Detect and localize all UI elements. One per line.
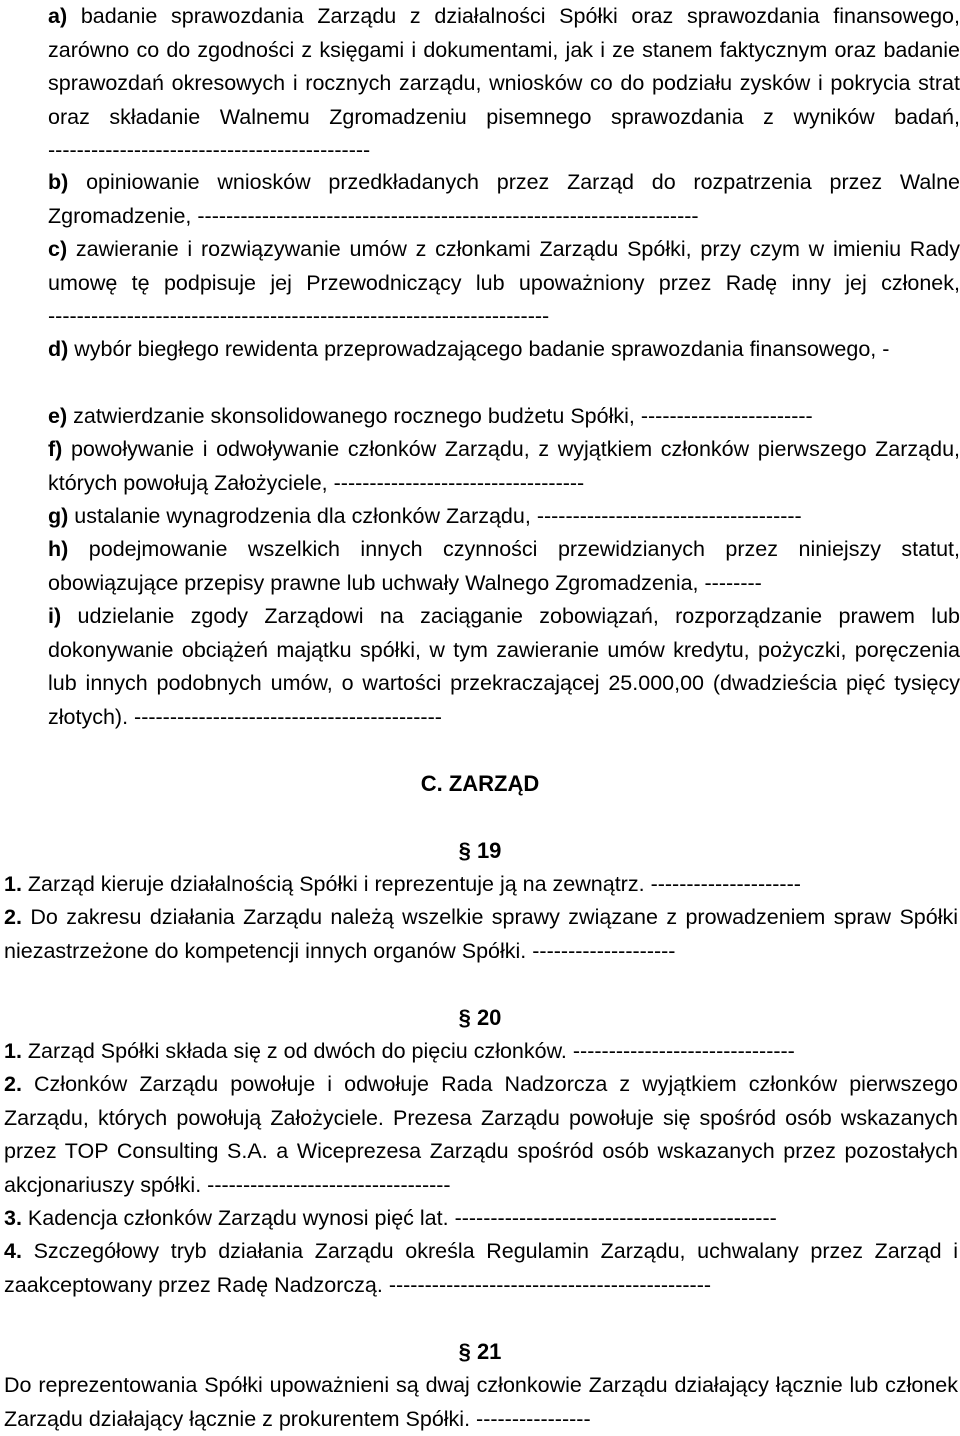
point-label: 2. bbox=[4, 1072, 22, 1096]
list-item-i bbox=[48, 600, 960, 734]
point-text: Do zakresu działania Zarządu należą wszelkie sprawy związane z prowadzeniem spraw Spółki niezastrzeżone do kompetencji innych organów Spółki. bbox=[4, 905, 958, 963]
item-text: powoływanie i odwoływanie członków Zarządu, z wyjątkiem członków pierwszego Zarządu, których powołują Założyciele, bbox=[48, 437, 960, 495]
item-dashes: ---------------------------------------------------------------------- bbox=[48, 304, 550, 328]
item-label: i) bbox=[48, 604, 62, 628]
point-text: Kadencja członków Zarządu wynosi pięć lat. bbox=[27, 1206, 449, 1230]
paragraph-point bbox=[4, 868, 958, 902]
item-dashes: -------- bbox=[704, 570, 762, 595]
paragraph-point bbox=[4, 1068, 958, 1202]
paragraph-heading-20 bbox=[0, 1001, 960, 1035]
item-dashes: ------------------------------------------- bbox=[134, 704, 442, 729]
point-dashes: ------------------------------- bbox=[572, 1039, 795, 1063]
item-label: h) bbox=[48, 537, 69, 561]
item-label: c) bbox=[48, 237, 68, 261]
paragraph-text bbox=[4, 1369, 958, 1436]
section-symbol: § bbox=[458, 1005, 471, 1030]
list-item-f bbox=[48, 433, 960, 500]
item-label: g) bbox=[48, 504, 69, 528]
list-item-c bbox=[48, 233, 960, 334]
paragraph-number: 20 bbox=[476, 1005, 502, 1030]
item-label: e) bbox=[48, 404, 68, 428]
point-dashes: --------------------------------------------- bbox=[388, 1272, 712, 1297]
section-symbol: § bbox=[458, 838, 471, 863]
point-text: Szczegółowy tryb działania Zarządu określa Regulamin Zarządu, uchwalany przez Zarząd i zaakceptowany przez Radę Nadzorczą. bbox=[4, 1239, 958, 1297]
item-dashes: ---------------------------------------------------------------------- bbox=[197, 203, 699, 228]
item-dashes: ------------------------ bbox=[640, 404, 813, 428]
item-label: d) bbox=[48, 337, 69, 361]
point-label: 3. bbox=[4, 1206, 22, 1230]
item-text: zawieranie i rozwiązywanie umów z członkami Zarządu Spółki, przy czym w imieniu Rady umowę tę podpisuje jej Przewodniczący lub upoważniony przez Radę inny jej członek, bbox=[48, 237, 960, 295]
list-item-g bbox=[48, 500, 960, 534]
item-text: opiniowanie wniosków przedkładanych przez Zarząd do rozpatrzenia przez Walne Zgromadzenie, bbox=[48, 170, 960, 228]
list-item-b bbox=[48, 166, 960, 233]
section-heading: C. ZARZĄD bbox=[420, 771, 540, 796]
item-label: b) bbox=[48, 170, 69, 194]
section-symbol: § bbox=[458, 1339, 471, 1364]
item-text: badanie sprawozdania Zarządu z działalności Spółki oraz sprawozdania finansowego, zarówno co do zgodności z księgami i dokumentami, jak i ze stanem faktycznym oraz badanie sprawozdań okresowych i rocznych zarządu, wniosków co do podziału zysków i pokrycia strat oraz składanie Walnemu Zgromadzeniu pisemnego sprawozdania z wyników badań, bbox=[48, 4, 960, 129]
point-label: 1. bbox=[4, 1039, 22, 1063]
paragraph-heading-19 bbox=[0, 834, 960, 868]
point-text: Członków Zarządu powołuje i odwołuje Rada Nadzorcza z wyjątkiem członków pierwszego Zarządu, których powołują Założyciele. Prezesa Zarządu powołuje się spośród osób wskazanych przez TOP Consulting S.A. a Wiceprezesa Zarządu spośród osób wskazanych przez pozostałych akcjonariuszy spółki. bbox=[4, 1072, 958, 1197]
item-text: zatwierdzanie skonsolidowanego rocznego budżetu Spółki, bbox=[73, 404, 635, 428]
point-dashes: -------------------- bbox=[532, 938, 676, 963]
paragraph-point bbox=[4, 1202, 958, 1236]
paragraph-number: 21 bbox=[476, 1339, 502, 1364]
paragraph-number: 19 bbox=[476, 838, 502, 863]
item-dashes: ------------------------------------- bbox=[536, 504, 802, 528]
paragraph-body: Do reprezentowania Spółki upoważnieni są dwaj członkowie Zarządu działający łącznie lub członek Zarządu działający łącznie z prokurentem Spółki. bbox=[4, 1373, 958, 1431]
point-dashes: --------------------------------------------- bbox=[454, 1206, 777, 1230]
paragraph-point bbox=[4, 1035, 958, 1069]
item-text: udzielanie zgody Zarządowi na zaciąganie zobowiązań, rozporządzanie prawem lub dokonywanie obciążeń majątku spółki, w tym zawieranie umów kredytu, pożyczki, poręczenia lub innych podobnych umów, o wartości przekraczającej 25.000,00 (dwadzieścia pięć tysięcy złotych). bbox=[48, 604, 960, 729]
list-item-e bbox=[48, 400, 960, 434]
item-dashes: ----------------------------------- bbox=[333, 470, 585, 495]
paragraph-point bbox=[4, 901, 958, 968]
item-label: a) bbox=[48, 4, 68, 28]
item-label: f) bbox=[48, 437, 63, 461]
paragraph-point bbox=[4, 1235, 958, 1302]
item-dashes: --------------------------------------------- bbox=[48, 138, 371, 162]
list-item-d bbox=[48, 333, 960, 367]
point-label: 4. bbox=[4, 1239, 22, 1263]
point-label: 2. bbox=[4, 905, 22, 929]
point-text: Zarząd kieruje działalnością Spółki i reprezentuje ją na zewnątrz. bbox=[27, 872, 645, 896]
paragraph-dashes: ---------------- bbox=[476, 1406, 591, 1431]
item-text: wybór biegłego rewidenta przeprowadzającego badanie sprawozdania finansowego, - bbox=[74, 337, 890, 361]
point-label: 1. bbox=[4, 872, 22, 896]
item-text: ustalanie wynagrodzenia dla członków Zarządu, bbox=[74, 504, 531, 528]
point-text: Zarząd Spółki składa się z od dwóch do pięciu członków. bbox=[27, 1039, 567, 1063]
paragraph-heading-21 bbox=[0, 1335, 960, 1369]
point-dashes: --------------------- bbox=[650, 872, 801, 896]
item-text: podejmowanie wszelkich innych czynności przewidzianych przez niniejszy statut, obowiązujące przepisy prawne lub uchwały Walnego Zgromadzenia, bbox=[48, 537, 960, 595]
list-item-h bbox=[48, 533, 960, 600]
point-dashes: ---------------------------------- bbox=[207, 1172, 451, 1197]
list-item-a bbox=[48, 0, 960, 168]
